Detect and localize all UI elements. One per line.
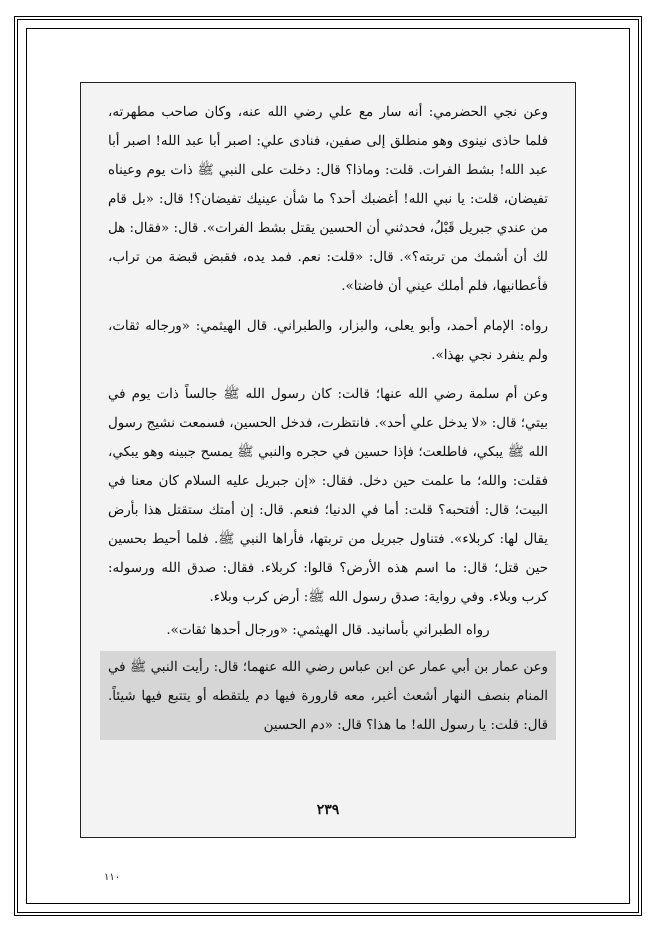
paragraph-ibn-abbas-hadith: وعن عمار بن أبي عمار عن ابن عباس رضي الله عنهما؛ قال: رأيت النبي ﷺ في المنام بنصف النهار أشعث أغبر، معه قارورة فيها دم يلتقطه أو يتتبع فيها شيئاً. قال: قلت: يا رسول الله! ما هذا؟ قال: «دم الحسين xyxy=(100,651,556,740)
paragraph-umm-salama-hadith: وعن أم سلمة رضي الله عنها؛ قالت: كان رسول الله ﷺ جالساً ذات يوم في بيتي؛ قال: «لا يدخل علي أحد». فانتظرت، فدخل الحسين، فسمعت نشيج رسول الله ﷺ يبكي، فاطلعت؛ فإذا حسين في حجره والنبي ﷺ يمسح جبينه وهو يبكي، فقلت: والله؛ ما علمت حين دخل. فقال: «إن جبريل عليه السلام كان معنا في البيت؛ قال: أفتحبه؟ قلت: أما في الدنيا؛ فنعم. قال: إن أمتك ستقتل هذا بأرض يقال لها: كربلاء». فتناول جبريل من تربتها، فأراها النبي ﷺ. فلما أحيط بحسين حين قتل؛ قال: ما اسم هذه الأرض؟ قالوا: كربلاء. فقال: صدق الله ورسوله: كرب وبلاء. وفي رواية: صدق رسول الله ﷺ: أرض كرب وبلاء. xyxy=(108,387,548,605)
footer-number: ١١٠ xyxy=(104,872,121,883)
paragraph-umm-salama-takhrij: رواه الطبراني بأسانيد. قال الهيثمي: «ورجال أحدها ثقات». xyxy=(166,623,490,638)
separator xyxy=(108,305,548,306)
paragraph-najiy-takhrij: رواه: الإمام أحمد، وأبو يعلى، والبزار، والطبراني. قال الهيثمي: «ورجاله ثقات، ولم ينفرد نجي بهذا». xyxy=(108,319,548,363)
paragraph-najiy-hadith: وعن نجي الحضرمي: أنه سار مع علي رضي الله عنه، وكان صاحب مطهرته، فلما حاذى نينوى وهو منطلق إلى صفين، فنادى علي: اصبر أبا عبد الله! اصبر أبا عبد الله! بشط الفرات. قلت: وماذا؟ قال: دخلت على النبي ﷺ ذات يوم وعيناه تفيضان، قلت: يا نبي الله! أغضبك أحد؟ ما شأن عينيك تفيضان؟! قال: «بل قام من عندي جبريل قَبْلُ، فحدثني أن الحسين يقتل بشط الفرات». قال: «فقال: هل لك أن أشمك من تربته؟». قال: «قلت: نعم. فمد يده، فقبض قبضة من تراب، فأعطانيها، فلم أملك عيني أن فاضتا». xyxy=(108,105,548,294)
page-number: ٢٣٩ xyxy=(316,802,340,818)
page-text xyxy=(108,98,548,740)
